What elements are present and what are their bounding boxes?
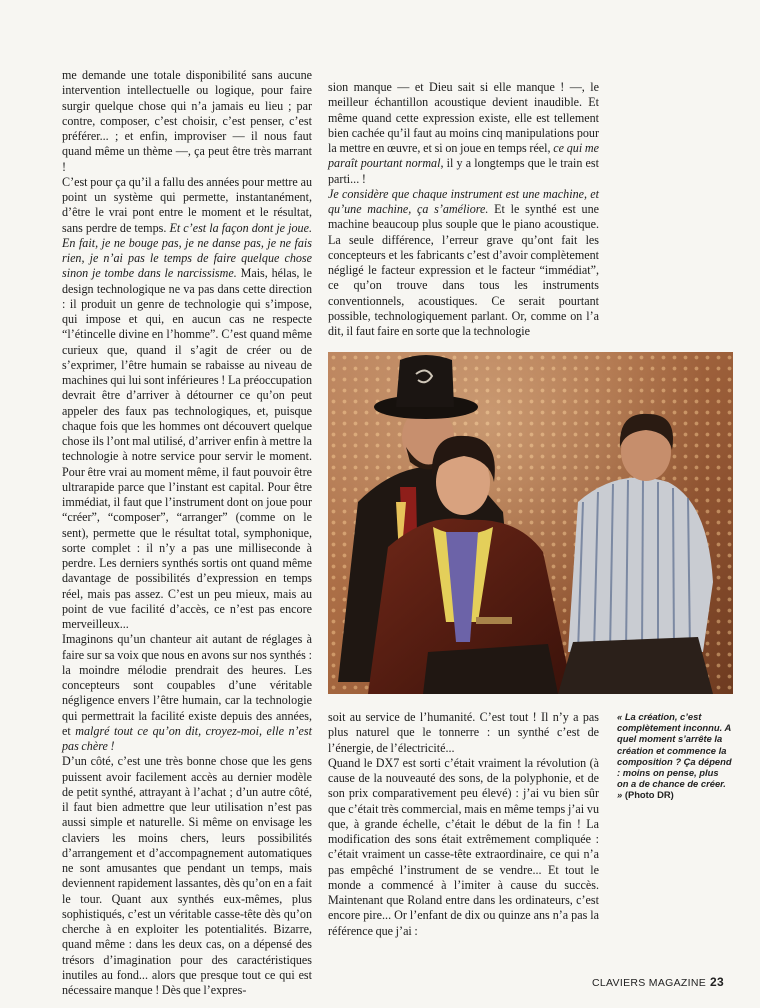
paragraph — [328, 756, 599, 939]
photo-caption — [617, 711, 732, 801]
band-photo-illustration — [328, 352, 733, 694]
paragraph — [62, 68, 312, 175]
page-footer — [592, 975, 724, 989]
text-run: me demande une totale disponibilité sans aucune intervention intellectuelle ou logique, pour faire surgir quelque chose qui n’a jamais eu lieu ; par contre, composer, c’est choisir, c’est penser, c’est préférer... ; et enfin, improviser — il nous faut quand même un thème —, ça peut être très marrant ! — [62, 68, 312, 174]
paragraph — [328, 710, 599, 756]
text-run: soit au service de l’humanité. C’est tout ! Il n’y a pas plus naturel que le tonnerre : un synthé c’est de l’énergie, de l’électricité... — [328, 710, 599, 755]
magazine-name: CLAVIERS MAGAZINE — [592, 977, 707, 989]
italic-run: Et c’est la façon dont je joue. En fait, je ne bouge pas, je ne danse pas, je ne fais rien, je n’ai pas le temps de faire quelque chose sinon je tombe dans le narcissisme. — [62, 220, 312, 281]
text-run: Imaginons qu’un chanteur ait autant de réglages à faire sur sa voix que nous en avons sur nos synthés : la moindre mélodie prendrait des heures. Les concepteurs sont coupables d’une véritable négligence envers l’être humain, car la technologie qui permettrait la facilité existe depuis des années, et — [62, 632, 312, 738]
man-striped-shirt — [558, 414, 713, 694]
band-photo — [328, 352, 733, 694]
article-column-2 — [328, 80, 599, 339]
italic-run: Je considère que chaque instrument est une machine, et qu’une machine, ça s’améliore. — [328, 186, 599, 216]
article-column-3 — [328, 710, 599, 939]
paragraph — [62, 632, 312, 754]
paragraph — [328, 80, 599, 187]
caption-quote: « La création, c’est complètement inconnu. A quel moment s’arrête la création et commence la composition ? Ça dépend : moins on pense, plus on a de chance de créer. » — [617, 711, 732, 801]
italic-run: ce qui me paraît pourtant normal, — [328, 141, 599, 171]
paragraph — [62, 754, 312, 998]
article-column-1 — [62, 68, 312, 998]
italic-run: malgré tout ce qu’on dit, croyez-moi, elle n’est pas chère ! — [62, 723, 312, 753]
text-run: D’un côté, c’est une très bonne chose que les gens puissent avoir facilement accès au dernier modèle de petit synthé, attrayant à l’achat ; d’un autre côté, il faut bien admettre que leur utilisation n’est pas aussi simple et naturelle. Si même on envisage les claviers les moins chers, leurs possibilités d’arrangement et d’accompagnement automatiques ne sont amusantes que pendant un temps, mais deviennent rapidement lassantes, dès qu’on en a fait le tour. Quant aux synthés eux-mêmes, plus sophistiqués, c’est un véritable casse-tête dès qu’on cherche à en exploiter les potentialités. Bizarre, quand même : dans les deux cas, on a dépensé des trésors d’imagination pour des caractéristiques inutiles au fond... alors que presque tout ce qui est nécessaire manque ! Dès que l’expres- — [62, 754, 312, 997]
text-run: Mais, hélas, le design technologique ne va pas dans cette direction : il produit un genre de technologie qui s’impose, qui impose et qui, en aucun cas ne respecte “l’étincelle divine en l’homme”. C’est quand même curieux que, quand il s’agit de créer ou de s’exprimer, l’être humain se rabaisse au niveau de machines qui lui sont inférieures ! La préoccupation devrait être d’arriver à détourner ce qu’on peut appeler des faux pas technologiques, et, puisque chaque fois que les hommes ont découvert quelque chose ils l’ont mal utilisé, d’arriver enfin à mettre la technologie à notre service pour servir le moment. Pour être vrai au moment même, il faut pouvoir être ultrarapide parce que l’instant est capital. Pour être immédiat, il faut que l’instrument dont on joue pour “créer”, “composer”, “arranger” (comme on le sent), permette que le résultat total, symphonique, sorte complet : il n’y a pas une milliseconde à perdre. Les derniers synthés sortis ont quand même davantage de possibilités d’expression en temps réel, mais pas assez. C’est un peu mieux, mais au point de vue facilité d’accès, ce n’est pas encore merveilleux... — [62, 266, 312, 631]
caption-credit: (Photo DR) — [624, 789, 674, 801]
text-run: il y a longtemps que le train est parti... ! — [328, 156, 599, 186]
text-run: Quand le DX7 est sorti c’était vraiment la révolution (à cause de la nouveauté des sons, de la polyphonie, et de son prix comparativement peu élevé) : j’ai vu bien sûr que c’était très commercial, mais en même temps j’ai vu que, à grande échelle, c’était le début de la fin ! La modification des sons était extrêmement compliquée : c’était vraiment un casse-tête extraordinaire, ce qui n’a pas empêché l’instrument de se vendre... Et tout le monde a commencé à l’imiter à cause du succès. Maintenant que Roland entre dans les ordinateurs, c’est encore pire... Or l’enfant de dix ou quinze ans n’a pas la référence que j’ai : — [328, 755, 599, 938]
text-run: sion manque — et Dieu sait si elle manque ! —, le meilleur échantillon acoustique devient inaudible. Et même quand cette expression existe, elle est tellement bien cachée qu’il faut au moins cinq manipulations pour la mettre en œuvre, et si on joue en temps réel, — [328, 80, 599, 155]
paragraph — [328, 187, 599, 340]
text-run: Et le synthé est une machine beaucoup plus souple que le piano acoustique. La seule différence, l’erreur grave qu’ont fait les concepteurs et les fabricants c’est d’avoir complètement négligé le facteur expression et le facteur “immédiat”, ce qu’on trouve dans tous les instruments conventionnels, acoustiques. Ce serait pourtant possible, technologiquement parlant. Or, comme on l’a dit, il faut faire en sorte que la technologie — [328, 202, 599, 338]
text-run: C’est pour ça qu’il a fallu des années pour mettre au point un système qui permette, instantanément, d’être le vrai pont entre le moment et le résultat, sans perdre de temps. — [62, 174, 312, 235]
page-number: 23 — [710, 975, 724, 989]
paragraph — [62, 175, 312, 633]
